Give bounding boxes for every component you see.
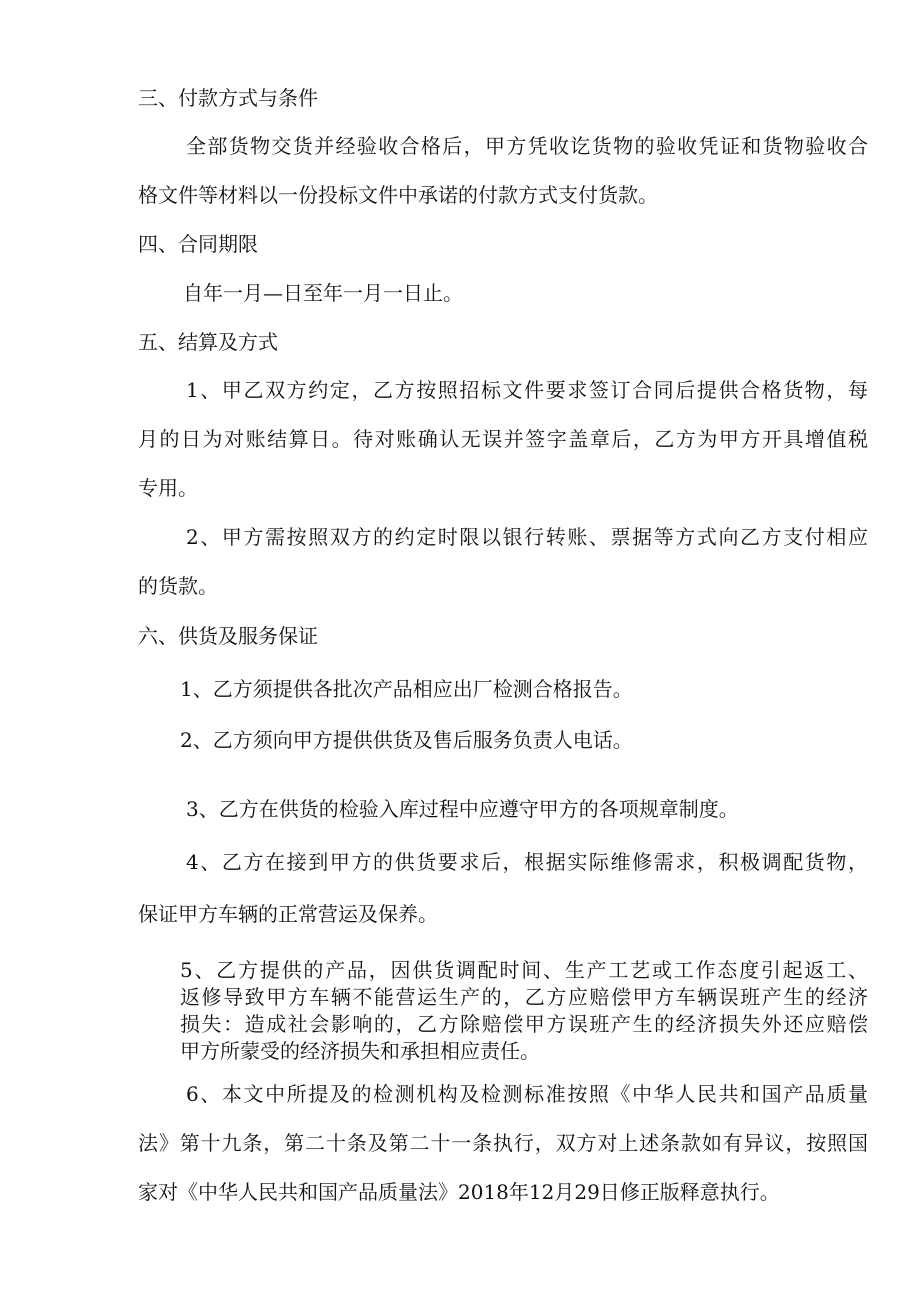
settlement-item-2-line: 2、甲方需按照双方的约定时限以银行转账、票据等方式向乙方支付相应 <box>186 525 868 549</box>
supply-item-3: 3、乙方在供货的检验入库过程中应遵守甲方的各项规章制度。 <box>186 797 739 821</box>
supply-item-5-line: 返修导致甲方车辆不能营运生产的，乙方应赔偿甲方车辆误班产生的经济 <box>180 985 868 1009</box>
section-heading-term: 四、合同期限 <box>138 232 258 256</box>
supply-item-1: 1、乙方须提供各批次产品相应出厂检测合格报告。 <box>180 677 633 701</box>
settlement-item-1-line: 专用。 <box>138 476 198 500</box>
supply-item-2: 2、乙方须向甲方提供供货及售后服务负责人电话。 <box>180 728 633 752</box>
settlement-item-2-line: 的货款。 <box>138 574 218 598</box>
section-heading-payment: 三、付款方式与条件 <box>138 86 318 110</box>
settlement-item-1-line: 1、甲乙双方约定，乙方按照招标文件要求签订合同后提供合格货物，每 <box>186 378 868 402</box>
supply-item-5-line: 甲方所蒙受的经济损失和承担相应责任。 <box>180 1039 540 1063</box>
supply-item-6-line: 家对《中华人民共和国产品质量法》2018年12月29日修正版释意执行。 <box>138 1180 780 1204</box>
supply-item-4-line: 保证甲方车辆的正常营运及保养。 <box>138 902 438 926</box>
section-heading-settlement: 五、结算及方式 <box>138 330 278 354</box>
term-paragraph: 自年一月—日至年一月一日止。 <box>183 281 463 305</box>
supply-item-4-line: 4、乙方在接到甲方的供货要求后，根据实际维修需求，积极调配货物， <box>186 850 868 874</box>
supply-item-6-line: 6、本文中所提及的检测机构及检测标准按照《中华人民共和国产品质量 <box>186 1082 868 1106</box>
supply-item-5-line: 5、乙方提供的产品，因供货调配时间、生产工艺或工作态度引起返工、 <box>180 958 868 982</box>
supply-item-6-line: 法》第十九条，第二十条及第二十一条执行，双方对上述条款如有异议，按照国 <box>138 1131 868 1155</box>
supply-item-5-line: 损失：造成社会影响的，乙方除赔偿甲方误班产生的经济损失外还应赔偿 <box>180 1012 868 1036</box>
payment-paragraph-line: 全部货物交货并经验收合格后，甲方凭收讫货物的验收凭证和货物验收合 <box>186 134 868 158</box>
payment-paragraph-line: 格文件等材料以一份投标文件中承诺的付款方式支付货款。 <box>138 183 658 207</box>
section-heading-supply: 六、供货及服务保证 <box>138 624 318 648</box>
settlement-item-1-line: 月的日为对账结算日。待对账确认无误并签字盖章后，乙方为甲方开具增值税 <box>138 427 868 451</box>
